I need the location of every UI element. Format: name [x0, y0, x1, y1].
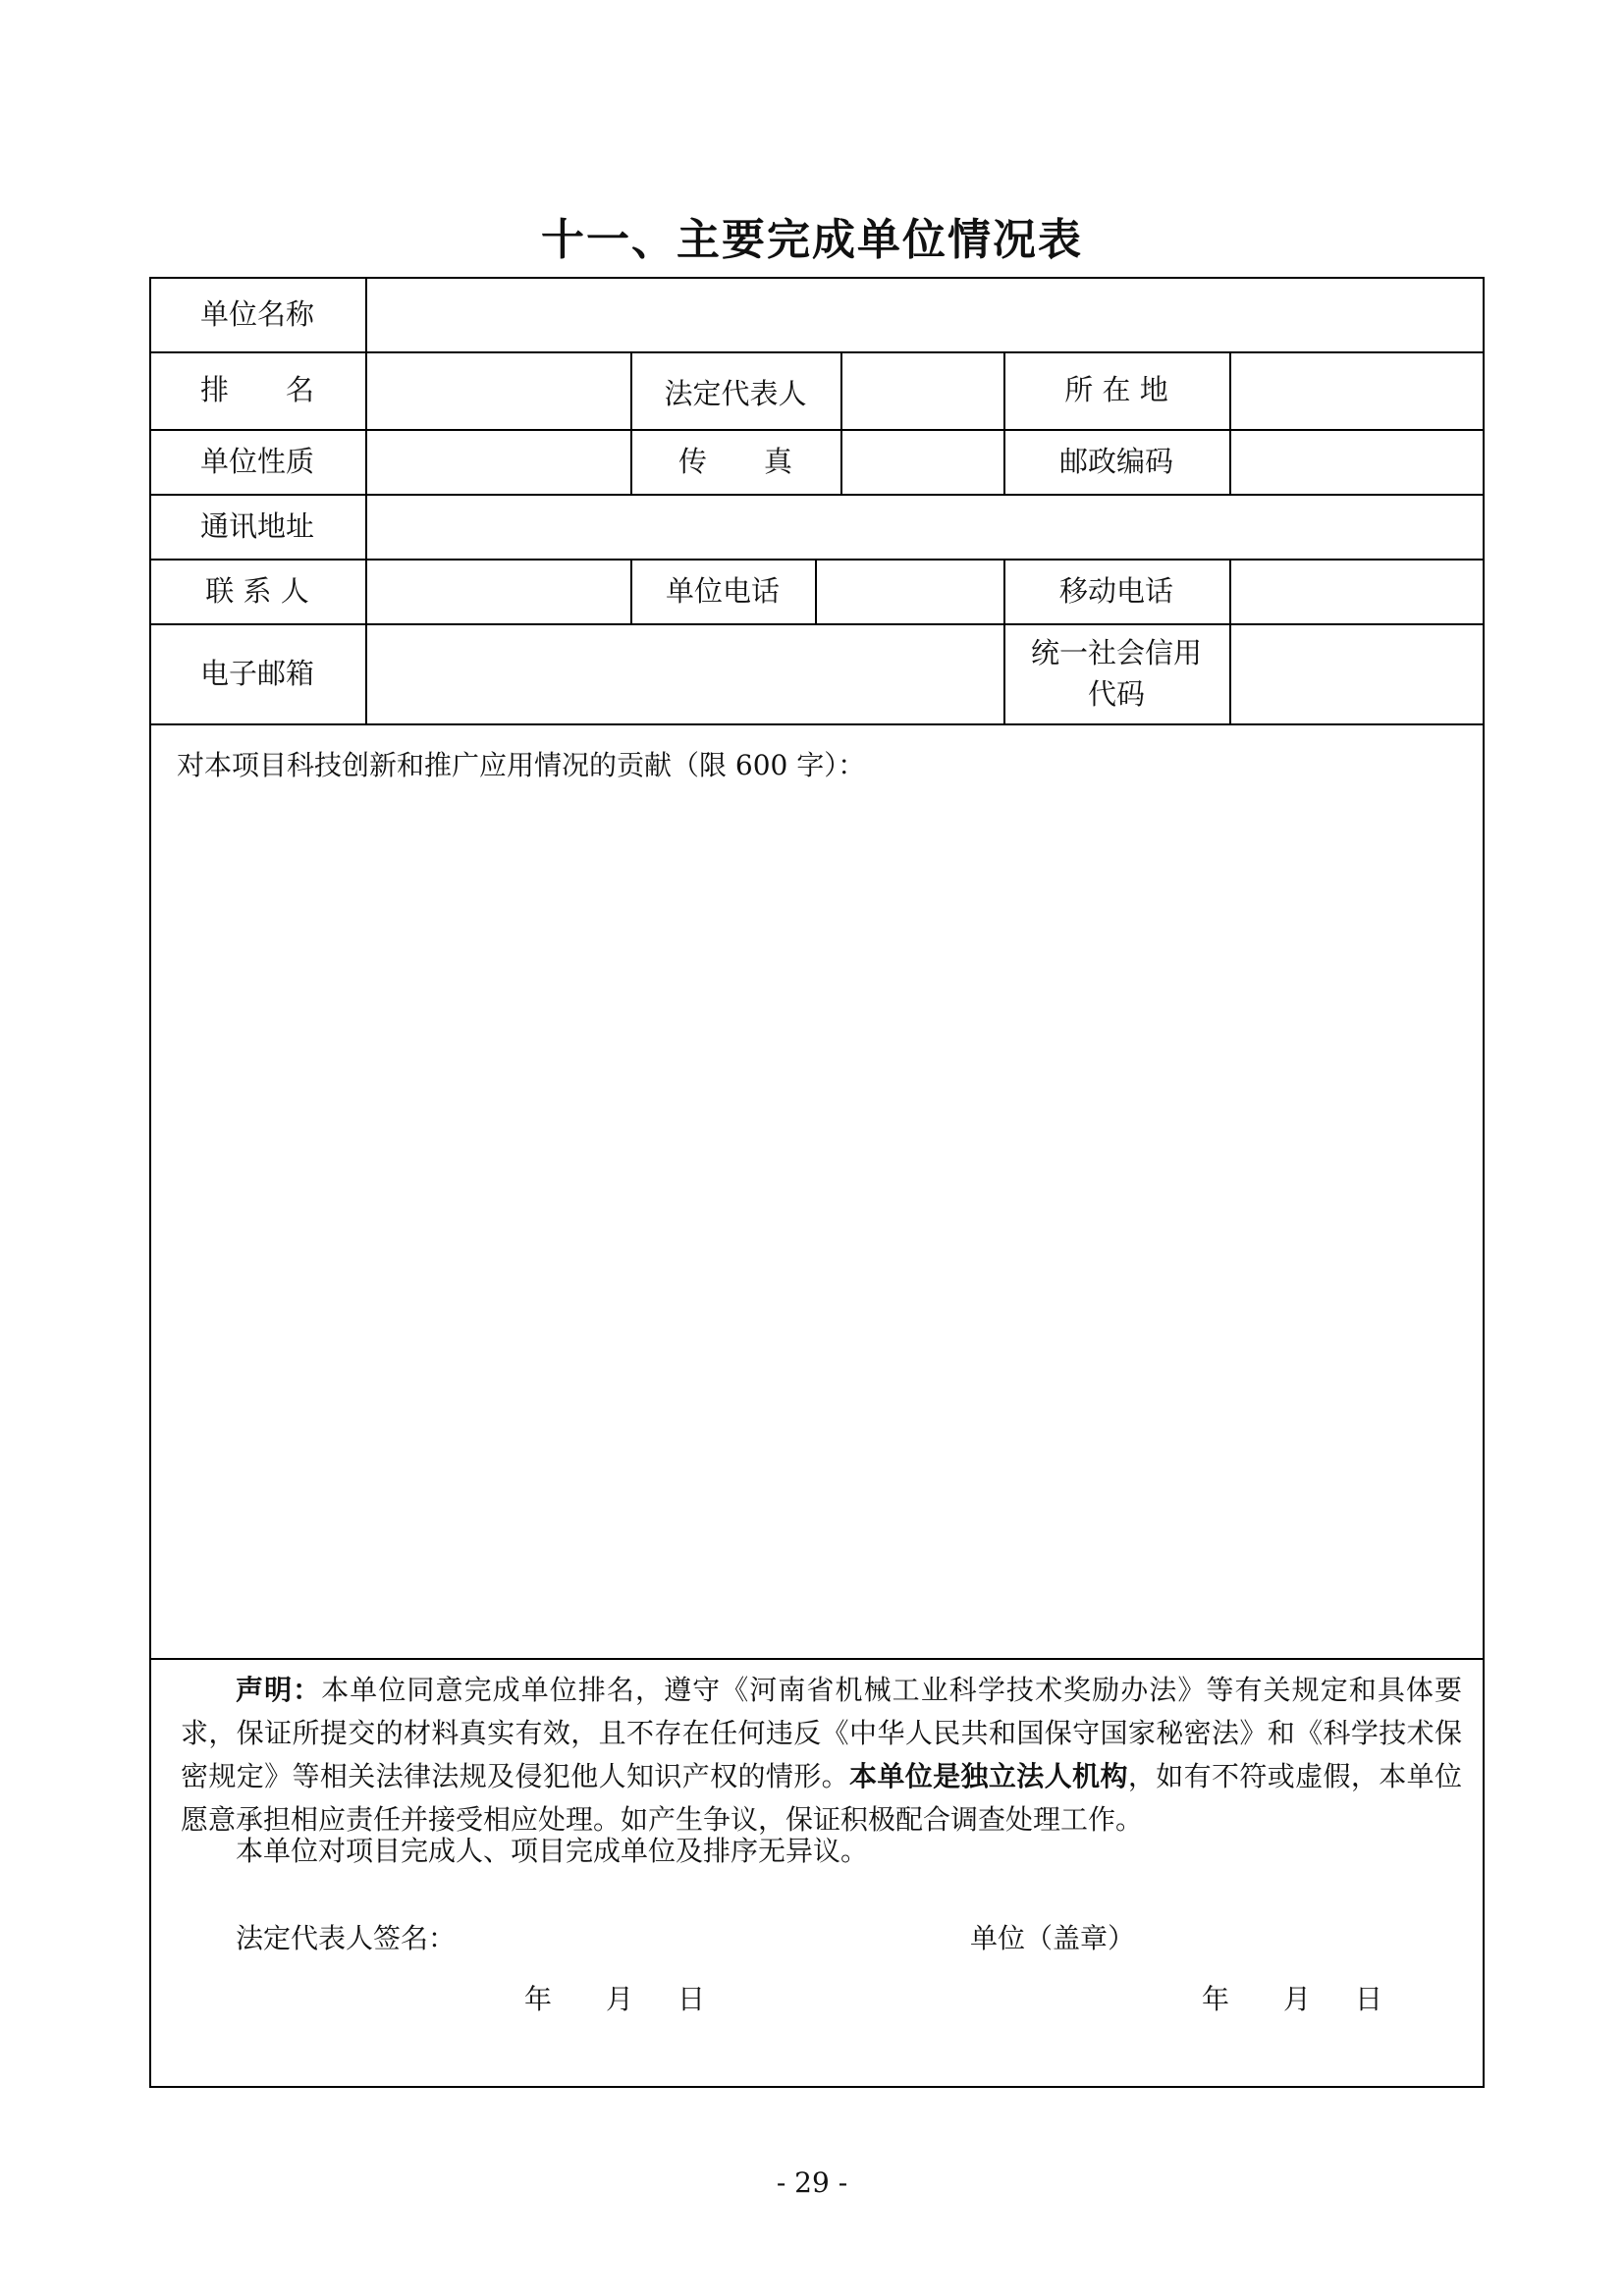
- section-divider: [149, 1658, 1485, 1660]
- contribution-prompt: 对本项目科技创新和推广应用情况的贡献（限 600 字）：: [177, 749, 866, 781]
- address-field[interactable]: [367, 496, 1483, 557]
- postcode-label: 邮政编码: [1058, 444, 1173, 478]
- page-title: 十一、主要完成单位情况表: [541, 215, 1083, 265]
- unit-name-field[interactable]: [367, 279, 1483, 349]
- row-divider: [149, 723, 1485, 725]
- unit-nature-field[interactable]: [367, 431, 628, 492]
- page-number: - 29 -: [776, 2166, 848, 2199]
- agreement-statement: 本单位对项目完成人、项目完成单位及排序无异议。: [236, 1835, 869, 1867]
- contribution-textarea[interactable]: [151, 785, 1483, 1654]
- declaration-paragraph: [181, 1669, 1462, 1842]
- unit-phone-label: 单位电话: [665, 573, 780, 608]
- legal-rep-signature-label: 法定代表人签名：: [236, 1922, 457, 1954]
- date-month: 月: [606, 1983, 634, 2015]
- credit-code-label: [1003, 623, 1229, 723]
- credit-code-field[interactable]: [1231, 625, 1483, 721]
- postcode-field[interactable]: [1231, 431, 1483, 492]
- date-month: 月: [1283, 1983, 1312, 2015]
- unit-name-label: 单位名称: [199, 296, 314, 331]
- unit-nature-label: 单位性质: [199, 444, 314, 478]
- date-year: 年: [1202, 1983, 1230, 2015]
- declaration-lead: 声明：: [236, 1674, 322, 1706]
- date-day: 日: [677, 1983, 706, 2015]
- credit-code-label-line2: 代码: [1087, 677, 1145, 711]
- declaration-text-continued: ，如有不符或虚假，本单位愿意承担相应责任并接受相应处理。如产生争议，保证积极配合调查处理工作。: [181, 1760, 1462, 1836]
- contact-field[interactable]: [367, 561, 628, 621]
- unit-phone-field[interactable]: [817, 561, 1001, 621]
- date-year: 年: [524, 1983, 553, 2015]
- rank-label: 排 名: [199, 373, 314, 407]
- date-day: 日: [1355, 1983, 1383, 2015]
- unit-seal-label: 单位（盖章）: [970, 1922, 1136, 1954]
- location-field[interactable]: [1231, 353, 1483, 427]
- fax-field[interactable]: [842, 431, 1001, 492]
- email-field[interactable]: [367, 625, 1001, 721]
- location-label: 所 在 地: [1064, 373, 1168, 407]
- rank-field[interactable]: [367, 353, 628, 427]
- mobile-field[interactable]: [1231, 561, 1483, 621]
- fax-label: 传 真: [677, 444, 792, 478]
- declaration-text: 本单位同意完成单位排名，遵守《河南省机械工业科学技术奖励办法》等有关规定和具体要求，保证所提交的材料真实有效，且不存在任何违反《中华人民共和国保守国家秘密法》和《科学技术保密规定》等相关法律法规及侵犯他人知识产权的情形。: [181, 1674, 1462, 1792]
- contact-label: 联 系 人: [205, 573, 309, 608]
- address-label: 通讯地址: [199, 508, 314, 543]
- credit-code-label-line1: 统一社会信用: [1030, 635, 1202, 669]
- legal-rep-label: 法定代表人: [664, 377, 807, 411]
- seal-date: [1202, 1978, 1382, 2017]
- mobile-label: 移动电话: [1058, 573, 1173, 608]
- legal-rep-field[interactable]: [842, 353, 1001, 427]
- email-label: 电子邮箱: [199, 656, 314, 690]
- signature-date: [524, 1978, 705, 2017]
- declaration-bold-statement: 本单位是独立法人机构: [849, 1760, 1128, 1792]
